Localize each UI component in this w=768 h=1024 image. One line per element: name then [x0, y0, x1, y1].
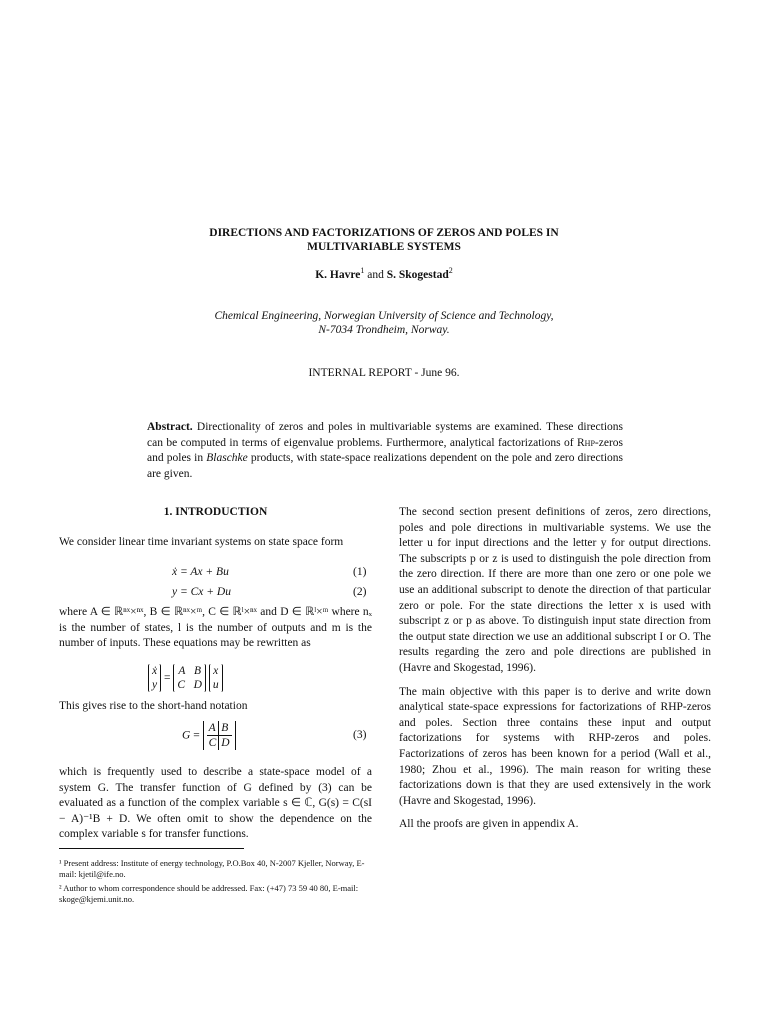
equation-2: y = Cx + Du	[172, 586, 231, 598]
footnote-rule	[59, 848, 244, 849]
equation-3-number: (3)	[353, 729, 367, 741]
right-paragraph-1: The second section present definitions of zeros, zero directions, poles and pole directions in multivariable systems. We use the letter u for input directions and the letter y for output directions. The subscripts p or z is used to distinguish the pole direction from the zero direction. If there are more than one zero or one pole we use an additional subscript to denote the direction of that particular zero or pole. For the state directions the letter x is used with subscript z or p as above. To distinguish input state direction from the output state direction we use an additional subscript I or O. The results regarding the zero and pole directions are published in (Havre and Skogestad, 1996).	[399, 506, 711, 674]
intro-sentence: We consider linear time invariant systems on state space form	[59, 536, 344, 548]
footnote-1: ¹ Present address: Institute of energy technology, P.O.Box 40, N-2007 Kjeller, Norway, E-mail: kjetil@ife.no.	[59, 858, 365, 879]
footnote-2: ² Author to whom correspondence should be addressed. Fax: (+47) 73 59 40 80, E-mail: skoge@kjemi.unit.no.	[59, 883, 359, 904]
report-line: INTERNAL REPORT - June 96.	[308, 367, 460, 379]
matrix-equation: ẋ y = A B C D x u	[148, 664, 223, 692]
authors	[100, 266, 668, 281]
abstract: Abstract. Directionality of zeros and poles in multivariable systems are examined. These directions can be computed in terms of eigenvalue problems. Furthermore, analytical factorizations of Rhp-zeros and poles in Blaschke products, with state-space realizations dependent on the pole and zero directions are given.	[147, 421, 624, 480]
right-paragraph-3: All the proofs are given in appendix A.	[399, 818, 579, 831]
shorthand-sentence: This gives rise to the short-hand notation	[59, 700, 248, 712]
equation-1: ẋ = Ax + Bu	[172, 566, 229, 578]
section-heading: 1. INTRODUCTION	[163, 506, 268, 518]
abstract-label: Abstract.	[147, 421, 193, 433]
equation-3: G = A B C D	[182, 721, 236, 750]
paper-title: DIRECTIONS AND FACTORIZATIONS OF ZEROS AND POLES IN MULTIVARIABLE SYSTEMS	[209, 227, 559, 253]
author-2-mark: 2	[448, 266, 453, 275]
right-paragraph-2: The main objective with this paper is to derive and write down analytical state-space expressions for factorizations of RHP-zeros and poles. Section three contains these input and output factorizations for systems with RHP-zeros and poles. Factorizations of zeros has been known for a period (Wall et al., 1980; Zhou et al., 1996). The main reason for writing these factorizations down is that they are used extensively in the work (Havre and Skogestad, 1996).	[399, 685, 711, 807]
after-equation-paragraph: which is frequently used to describe a state-space model of a system G. The transfer function of G defined by (3) can be evaluated as a function of the complex variable s ∈ ℂ, G(s) = C(sI − A)⁻¹B + D. We often omit to show the dependence on the complex variable s for transfer functions.	[59, 766, 372, 841]
where-paragraph: where A ∈ ℝⁿˣ×ⁿˣ, B ∈ ℝⁿˣ×ᵐ, C ∈ ℝˡ×ⁿˣ and D ∈ ℝˡ×ᵐ where nₓ is the number of states, l is the number of outputs and m is the number of inputs. These equations may be rewritten as	[59, 606, 372, 650]
right-column	[399, 505, 711, 841]
author-2: S. Skogestad	[386, 268, 449, 281]
affiliation: Chemical Engineering, Norwegian University of Science and Technology, N-7034 Trondheim, Norway.	[214, 310, 554, 336]
author-1-mark: 1	[360, 266, 365, 275]
equation-2-number: (2)	[353, 586, 367, 598]
author-1: K. Havre	[315, 268, 361, 281]
author-and: and	[367, 268, 384, 281]
equation-1-number: (1)	[353, 566, 367, 578]
